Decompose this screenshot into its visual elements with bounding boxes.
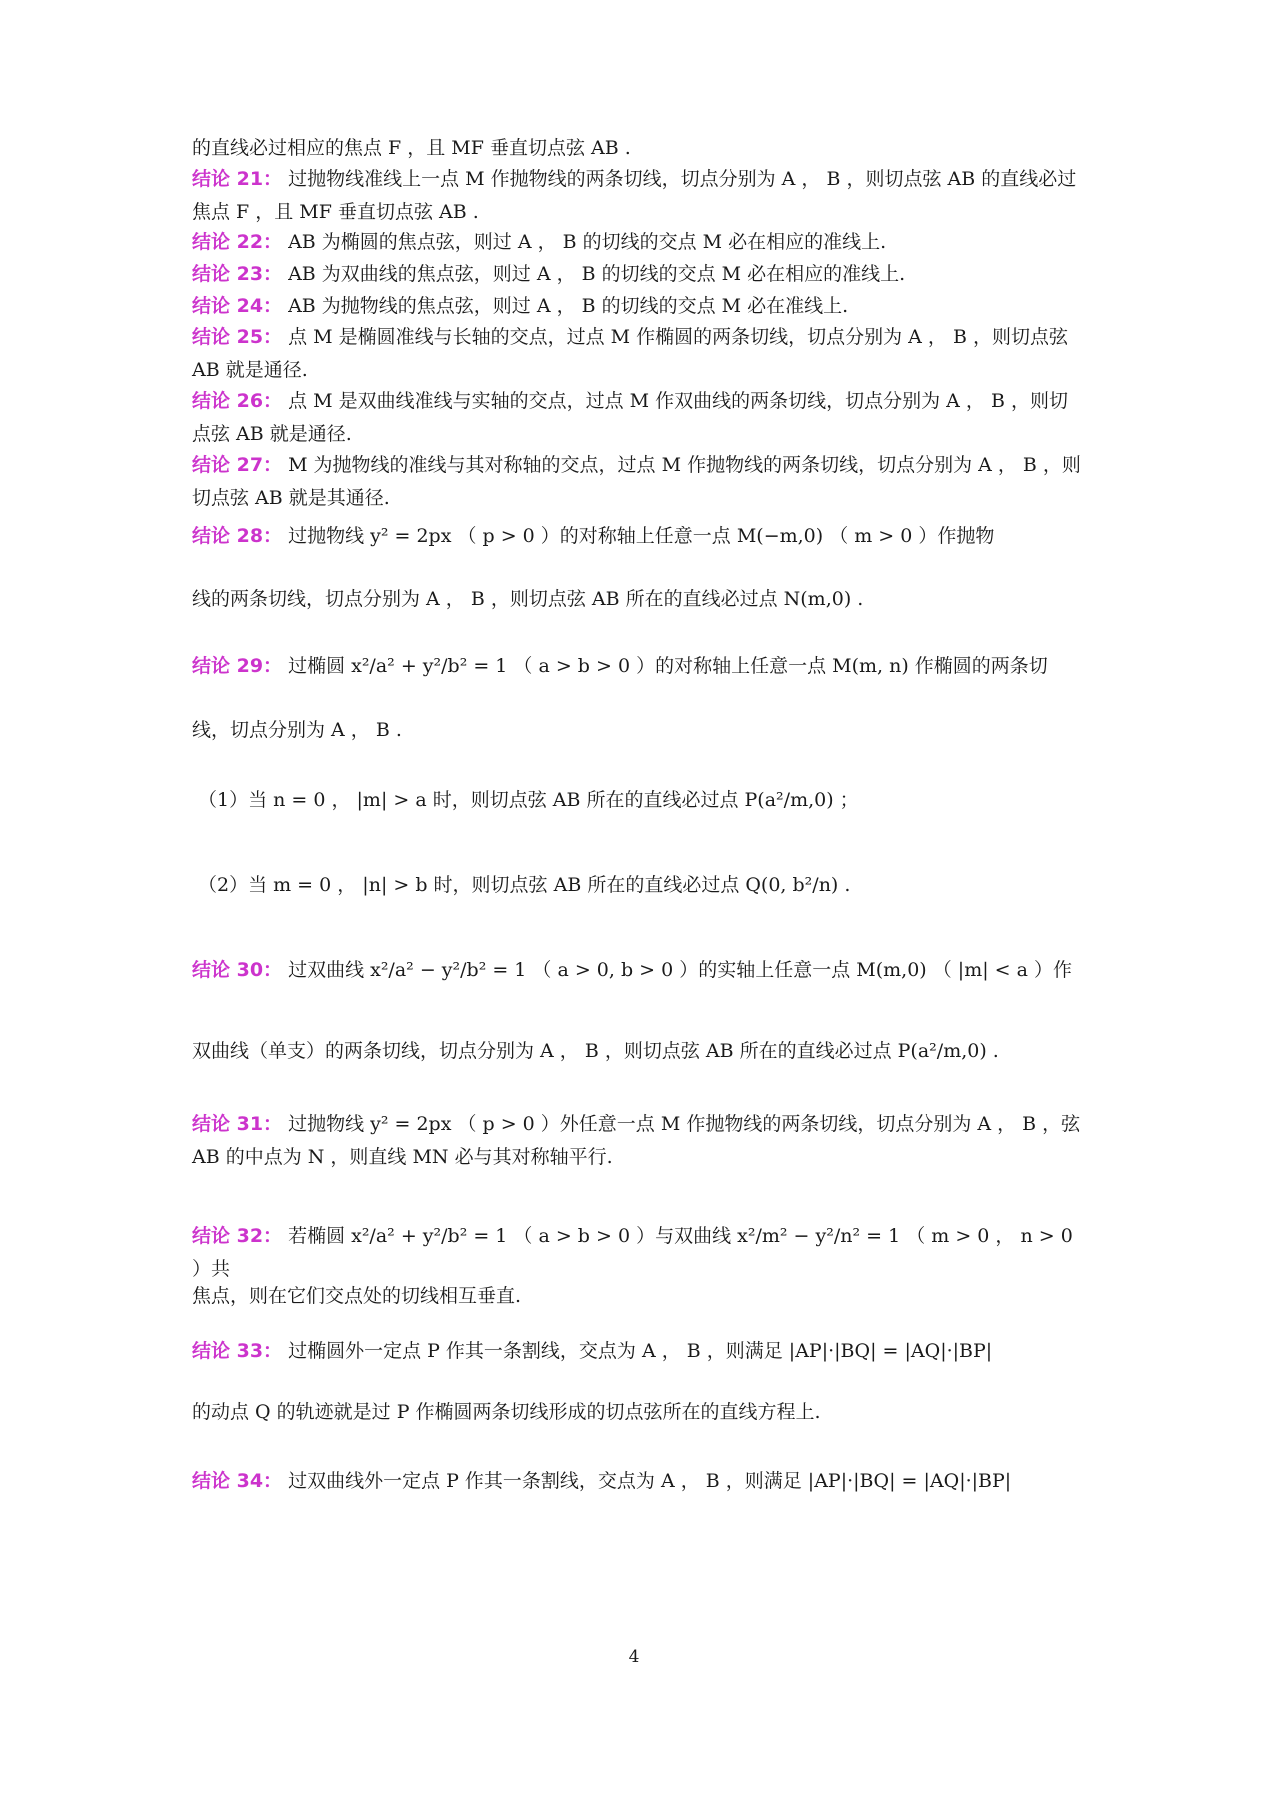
conclusion-29-continuation (192, 714, 1082, 747)
conclusion-28-continuation (192, 583, 1082, 616)
conclusion-label: 结论 28： (192, 525, 283, 547)
conclusion-text: 过抛物线准线上一点 M 作抛物线的两条切线，切点分别为 A ， B ，则切点弦 AB 的直线必过焦点 F ，且 MF 垂直切点弦 AB . (192, 168, 1077, 223)
conclusion-text: 过双曲线 x²/a² − y²/b² = 1 （ a > 0, b > 0 ）的实轴上任意一点 M(m,0) （ |m| < a ）作 (288, 959, 1072, 981)
paragraph-text: 线，切点分别为 A ， B . (192, 719, 402, 741)
page-number: 4 (628, 1647, 640, 1667)
conclusion-text: AB 为双曲线的焦点弦，则过 A ， B 的切线的交点 M 必在相应的准线上. (288, 263, 906, 285)
conclusion-text: M 为抛物线的准线与其对称轴的交点，过点 M 作抛物线的两条切线，切点分别为 A ， B ，则切点弦 AB 就是其通径. (192, 454, 1081, 509)
conclusion-text: AB 为椭圆的焦点弦，则过 A ， B 的切线的交点 M 必在相应的准线上. (288, 231, 887, 253)
conclusion-label: 结论 21： (192, 168, 283, 190)
conclusion-31 (192, 1108, 1082, 1174)
conclusion-label: 结论 30： (192, 959, 283, 981)
case-text: （1）当 n = 0 ， |m| > a 时，则切点弦 AB 所在的直线必过点 P(a²/m,0) ； (198, 789, 859, 811)
case-2 (192, 869, 1088, 902)
paragraph-text: 双曲线（单支）的两条切线，切点分别为 A ， B ，则切点弦 AB 所在的直线必过点 P(a²/m,0) . (192, 1040, 999, 1062)
conclusion-24 (192, 290, 1082, 323)
conclusion-label: 结论 34： (192, 1470, 283, 1492)
conclusion-30-continuation (192, 1035, 1082, 1068)
conclusion-label: 结论 31： (192, 1113, 283, 1135)
case-1 (192, 784, 1088, 817)
paragraph-text: 的动点 Q 的轨迹就是过 P 作椭圆两条切线形成的切点弦所在的直线方程上. (192, 1401, 821, 1423)
conclusion-30 (192, 954, 1082, 987)
conclusion-label: 结论 27： (192, 454, 283, 476)
conclusion-label: 结论 33： (192, 1340, 283, 1362)
conclusion-22 (192, 226, 1082, 259)
paragraph-text: 的直线必过相应的焦点 F ，且 MF 垂直切点弦 AB . (192, 137, 631, 159)
conclusion-text: AB 为抛物线的焦点弦，则过 A ， B 的切线的交点 M 必在准线上. (288, 295, 849, 317)
conclusion-text: 过抛物线 y² = 2px （ p > 0 ）的对称轴上任意一点 M(−m,0) （ m > 0 ）作抛物 (288, 525, 995, 547)
conclusion-34 (192, 1465, 1082, 1498)
conclusion-27 (192, 449, 1082, 515)
conclusion-28 (192, 520, 1082, 553)
conclusion-text: 过椭圆外一定点 P 作其一条割线，交点为 A ， B ，则满足 |AP|·|BQ| = |AQ|·|BP| (288, 1340, 993, 1362)
conclusion-text: 过双曲线外一定点 P 作其一条割线，交点为 A ， B ，则满足 |AP|·|BQ| = |AQ|·|BP| (288, 1470, 1012, 1492)
conclusion-text: 点 M 是椭圆准线与长轴的交点，过点 M 作椭圆的两条切线，切点分别为 A ， B ，则切点弦 AB 就是通径. (192, 326, 1068, 381)
conclusion-33 (192, 1335, 1082, 1368)
conclusion-29 (192, 650, 1082, 683)
conclusion-label: 结论 22： (192, 231, 283, 253)
case-text: （2）当 m = 0 ， |n| > b 时，则切点弦 AB 所在的直线必过点 Q(0, b²/n) . (198, 874, 851, 896)
conclusion-text: 若椭圆 x²/a² + y²/b² = 1 （ a > b > 0 ）与双曲线 x²/m² − y²/n² = 1 （ m > 0 ， n > 0 ）共 (192, 1225, 1073, 1280)
conclusion-text: 过椭圆 x²/a² + y²/b² = 1 （ a > b > 0 ）的对称轴上任意一点 M(m, n) 作椭圆的两条切 (288, 655, 1048, 677)
paragraph-text: 线的两条切线，切点分别为 A ， B ，则切点弦 AB 所在的直线必过点 N(m,0) . (192, 588, 864, 610)
paragraph-text: 焦点，则在它们交点处的切线相互垂直. (192, 1285, 522, 1307)
conclusion-label: 结论 23： (192, 263, 283, 285)
conclusion-text: 过抛物线 y² = 2px （ p > 0 ）外任意一点 M 作抛物线的两条切线，切点分别为 A ， B ，弦 AB 的中点为 N ，则直线 MN 必与其对称轴平行. (192, 1113, 1081, 1168)
conclusion-32 (192, 1220, 1082, 1286)
conclusion-text: 点 M 是双曲线准线与实轴的交点，过点 M 作双曲线的两条切线，切点分别为 A ， B ，则切点弦 AB 就是通径. (192, 390, 1068, 445)
paragraph-continuation (192, 132, 1082, 165)
conclusion-26 (192, 385, 1082, 451)
conclusion-label: 结论 26： (192, 390, 283, 412)
conclusion-21 (192, 163, 1082, 229)
conclusion-33-continuation (192, 1396, 1082, 1429)
conclusion-32-continuation (192, 1280, 1082, 1313)
conclusion-label: 结论 29： (192, 655, 283, 677)
conclusion-label: 结论 24： (192, 295, 283, 317)
conclusion-label: 结论 32： (192, 1225, 283, 1247)
conclusion-25 (192, 321, 1082, 387)
conclusion-label: 结论 25： (192, 326, 283, 348)
conclusion-23 (192, 258, 1082, 291)
